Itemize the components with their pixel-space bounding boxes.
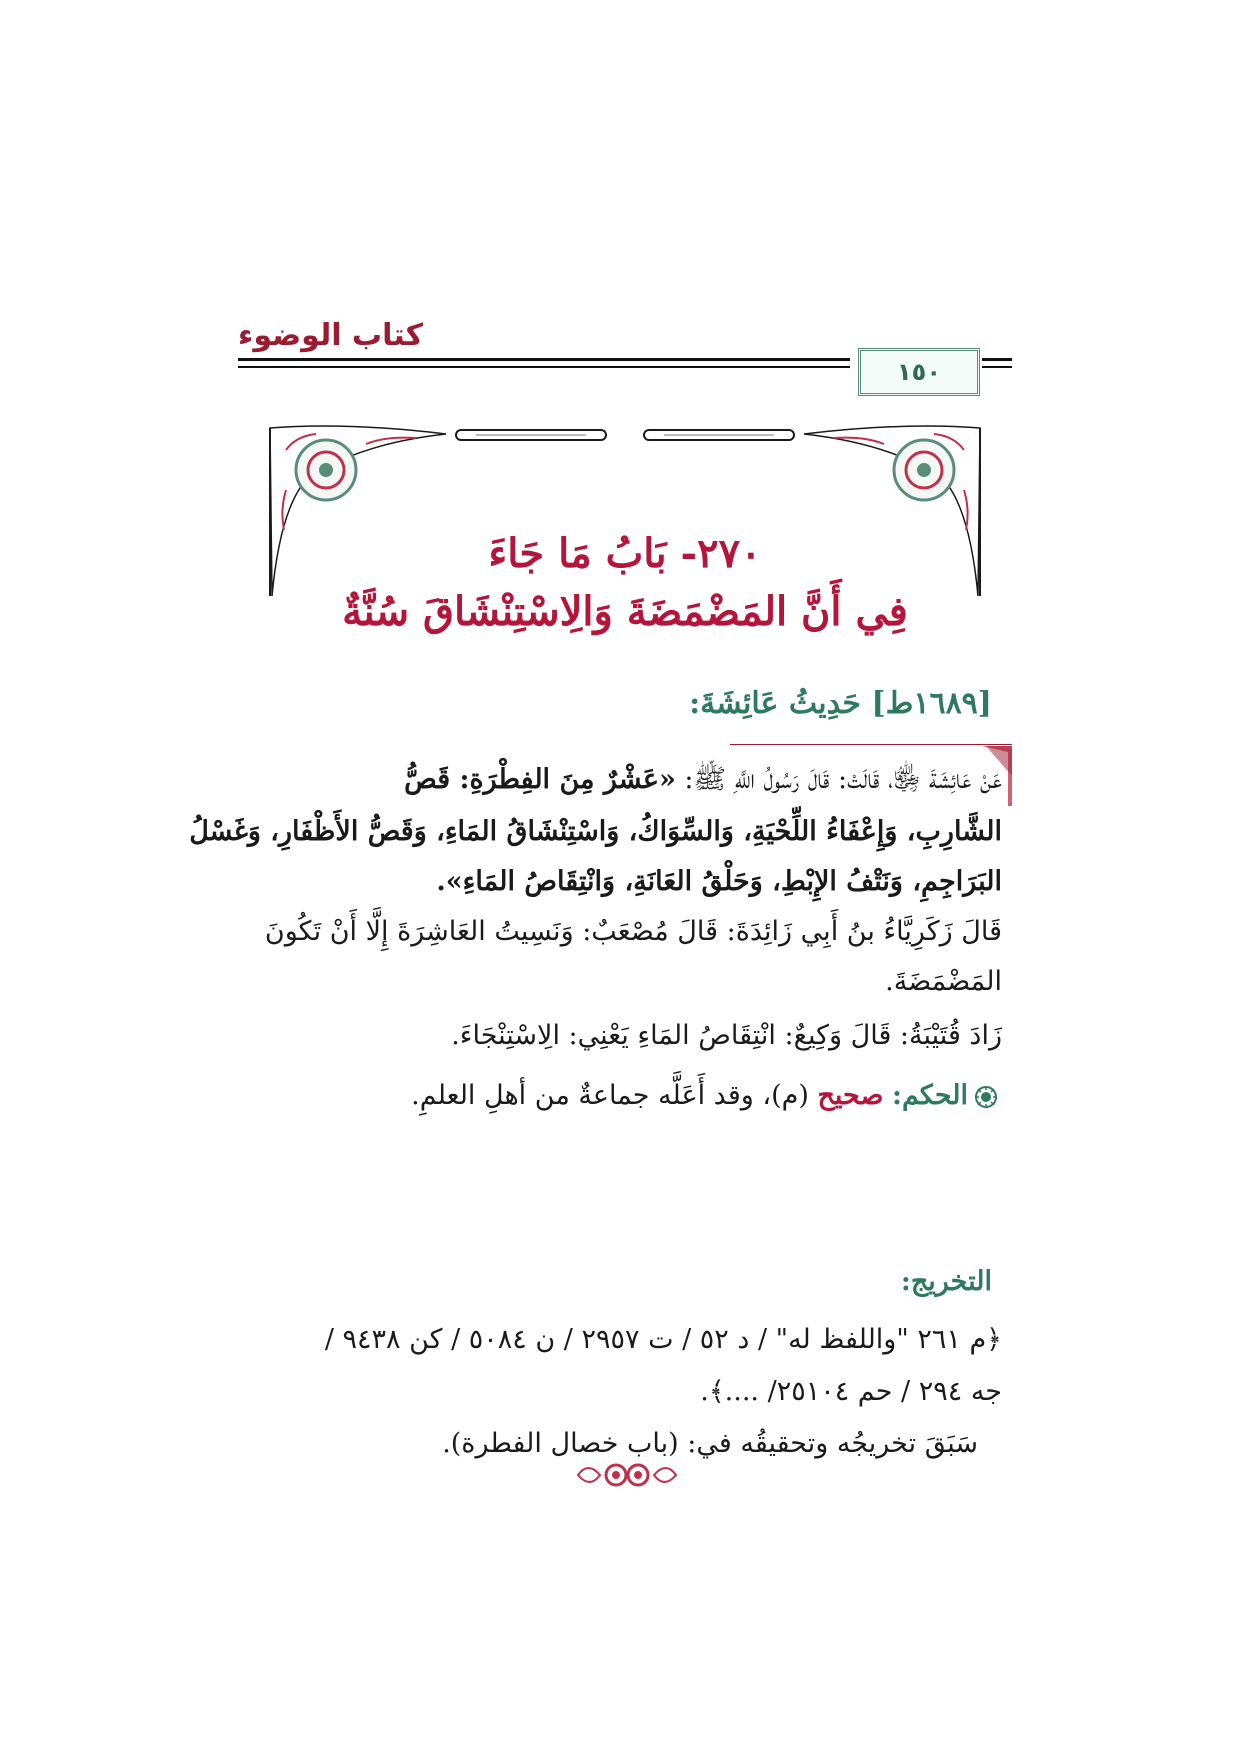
takhrij-line-2: جه ٢٩٤ / حم ٢٥١٠٤/ ....﴾. xyxy=(700,1376,1002,1407)
chapter-title-line2: فِي أَنَّ المَضْمَضَةَ وَالِاسْتِنْشَاقَ سُنَّةٌ xyxy=(342,588,908,635)
header-rule-top xyxy=(238,358,850,361)
hadith-line-1-quote: «عَشْرٌ مِنَ الفِطْرَةِ: قَصُّ xyxy=(404,764,676,795)
takhrij-label: التخريج: xyxy=(900,1266,992,1297)
hadith-heading: [١٦٨٩ط] حَدِيثُ عَائِشَةَ: xyxy=(689,686,992,721)
hadith-line-1 xyxy=(404,760,1002,800)
takhrij-line-1: ﴿م ٢٦١ "واللفظ له" / د ٥٢ / ت ٢٩٥٧ / ن ٥٠٨٤ / كن ٩٤٣٨ / xyxy=(324,1324,1002,1355)
ornament-top-bars xyxy=(456,430,794,440)
running-title: كتاب الوضوء xyxy=(238,318,424,353)
page-number: ١٥٠ xyxy=(858,348,980,396)
takhrij-line-3: سَبَقَ تخريجُه وتحقيقُه في: (باب خصال الفطرة). xyxy=(442,1428,978,1459)
ruling-rest: (م)، وقد أَعَلَّه جماعةٌ من أهلِ العلمِ. xyxy=(411,1080,818,1111)
hadith-line-6: زَادَ قُتَيْبَةُ: قَالَ وَكِيعٌ: انْتِقَاصُ المَاءِ يَعْنِي: الِاسْتِنْجَاءَ. xyxy=(451,1020,1002,1051)
ruling-label: الحكم: xyxy=(891,1080,968,1111)
hadith-line-3: البَرَاجِمِ، وَنَتْفُ الإِبْطِ، وَحَلْقُ العَانَةِ، وَانْتِقَاصُ المَاءِ». xyxy=(436,866,1002,897)
hadith-line-2: الشَّارِبِ، وَإِعْفَاءُ اللِّحْيَةِ، وَالسِّوَاكُ، وَاسْتِنْشَاقُ المَاءِ، وَقَصُّ الأَظْفَارِ، وَغَسْلُ xyxy=(189,816,1002,847)
ruling-line xyxy=(411,1076,998,1116)
chapter-title-line1: ٢٧٠- بَابُ مَا جَاءَ xyxy=(488,530,762,577)
header-rule-bottom xyxy=(238,366,850,368)
end-ornament xyxy=(572,1455,682,1495)
hadith-line-5: المَضْمَضَةَ. xyxy=(885,966,1002,997)
header-rule-right-bottom xyxy=(982,366,1012,368)
hadith-line-1-narration: عَنْ عَائِشَةَ ﵂، قَالَتْ: قَالَ رَسُولُ اللَّهِ ﷺ: xyxy=(675,764,1002,795)
hadith-top-rule xyxy=(730,744,1012,745)
header-rule-right-top xyxy=(982,358,1012,361)
hadith-line-4: قَالَ زَكَرِيَّاءُ بنُ أَبِي زَائِدَةَ: قَالَ مُصْعَبٌ: وَنَسِيتُ العَاشِرَةَ إِلَّا أَنْ تَكُونَ xyxy=(264,916,1002,947)
rosette-icon xyxy=(974,1085,998,1109)
ruling-value: صحيح xyxy=(817,1080,884,1111)
